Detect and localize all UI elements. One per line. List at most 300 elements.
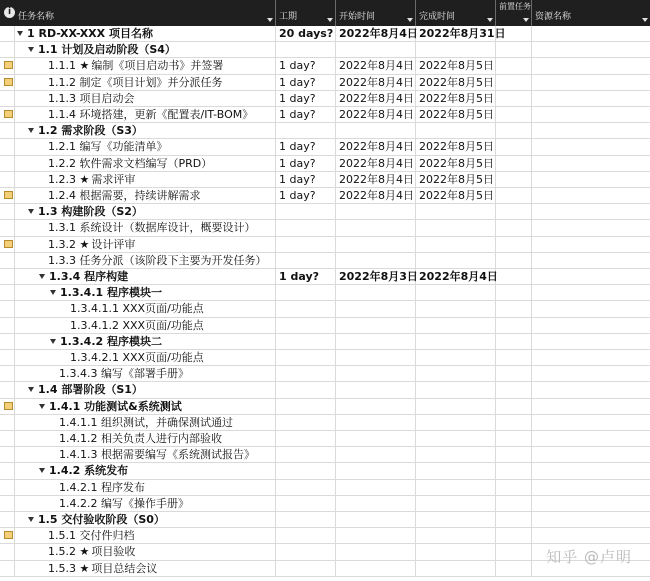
task-name-cell[interactable] (15, 75, 276, 90)
start-cell[interactable]: 2022年8月3日 (336, 269, 416, 284)
indicator-cell[interactable] (0, 334, 15, 349)
task-name-cell[interactable] (15, 447, 276, 462)
task-name-cell[interactable] (15, 269, 276, 284)
resource-cell[interactable] (532, 318, 650, 333)
task-name-cell[interactable] (15, 544, 276, 559)
table-row[interactable] (0, 496, 650, 512)
finish-cell[interactable] (416, 382, 496, 397)
table-row[interactable] (0, 188, 650, 204)
predecessors-cell[interactable] (496, 91, 532, 106)
start-cell[interactable] (336, 561, 416, 576)
duration-cell[interactable]: 1 day? (276, 107, 336, 122)
duration-cell[interactable] (276, 561, 336, 576)
resource-cell[interactable] (532, 237, 650, 252)
resource-cell[interactable] (532, 528, 650, 543)
duration-cell[interactable] (276, 285, 336, 300)
duration-cell[interactable] (276, 366, 336, 381)
table-row[interactable] (0, 334, 650, 350)
duration-cell[interactable]: 1 day? (276, 139, 336, 154)
finish-cell[interactable]: 2022年8月5日 (416, 107, 496, 122)
table-row[interactable] (0, 139, 650, 155)
collapse-triangle-icon[interactable] (28, 128, 34, 133)
resource-cell[interactable] (532, 123, 650, 138)
indicator-cell[interactable] (0, 431, 15, 446)
indicator-cell[interactable] (0, 544, 15, 559)
start-cell[interactable] (336, 496, 416, 511)
predecessors-cell[interactable] (496, 382, 532, 397)
resource-cell[interactable] (532, 382, 650, 397)
task-name-cell[interactable] (15, 463, 276, 478)
column-header-resource[interactable]: 资源名称 (532, 0, 650, 26)
task-name-cell[interactable] (15, 204, 276, 219)
indicator-cell[interactable] (0, 382, 15, 397)
finish-cell[interactable] (416, 528, 496, 543)
predecessors-cell[interactable] (496, 285, 532, 300)
predecessors-cell[interactable] (496, 334, 532, 349)
start-cell[interactable]: 2022年8月4日 (336, 91, 416, 106)
table-row[interactable] (0, 220, 650, 236)
predecessors-cell[interactable] (496, 237, 532, 252)
start-cell[interactable] (336, 512, 416, 527)
start-cell[interactable] (336, 204, 416, 219)
task-name-cell[interactable] (15, 431, 276, 446)
indicator-cell[interactable] (0, 269, 15, 284)
task-name-cell[interactable] (15, 399, 276, 414)
finish-cell[interactable] (416, 561, 496, 576)
duration-cell[interactable] (276, 496, 336, 511)
note-icon[interactable] (4, 110, 13, 118)
duration-cell[interactable] (276, 350, 336, 365)
duration-cell[interactable]: 1 day? (276, 269, 336, 284)
resource-cell[interactable] (532, 58, 650, 73)
predecessors-cell[interactable] (496, 415, 532, 430)
finish-cell[interactable]: 2022年8月5日 (416, 75, 496, 90)
task-name-cell[interactable] (15, 528, 276, 543)
table-row[interactable] (0, 366, 650, 382)
duration-cell[interactable] (276, 480, 336, 495)
task-name-cell[interactable] (15, 26, 276, 41)
predecessors-cell[interactable] (496, 42, 532, 57)
task-name-cell[interactable] (15, 496, 276, 511)
start-cell[interactable] (336, 431, 416, 446)
predecessors-cell[interactable] (496, 463, 532, 478)
start-cell[interactable] (336, 42, 416, 57)
resource-cell[interactable] (532, 399, 650, 414)
indicator-cell[interactable] (0, 318, 15, 333)
indicator-cell[interactable] (0, 58, 15, 73)
task-name-cell[interactable] (15, 123, 276, 138)
resource-cell[interactable] (532, 75, 650, 90)
predecessors-cell[interactable] (496, 399, 532, 414)
resource-cell[interactable] (532, 156, 650, 171)
finish-cell[interactable] (416, 334, 496, 349)
finish-cell[interactable]: 2022年8月5日 (416, 172, 496, 187)
column-header-finish[interactable]: 完成时间 (416, 0, 496, 26)
duration-cell[interactable] (276, 253, 336, 268)
start-cell[interactable] (336, 285, 416, 300)
collapse-triangle-icon[interactable] (39, 468, 45, 473)
table-row[interactable] (0, 512, 650, 528)
resource-cell[interactable] (532, 512, 650, 527)
duration-cell[interactable]: 20 days? (276, 26, 336, 41)
task-name-cell[interactable] (15, 220, 276, 235)
task-name-cell[interactable] (15, 156, 276, 171)
task-name-cell[interactable] (15, 318, 276, 333)
duration-cell[interactable] (276, 204, 336, 219)
task-name-cell[interactable] (15, 480, 276, 495)
finish-cell[interactable] (416, 42, 496, 57)
start-cell[interactable] (336, 301, 416, 316)
finish-cell[interactable] (416, 544, 496, 559)
task-name-cell[interactable] (15, 512, 276, 527)
predecessors-cell[interactable] (496, 447, 532, 462)
table-row[interactable] (0, 204, 650, 220)
resource-cell[interactable] (532, 107, 650, 122)
column-header-task-name[interactable]: 任务名称 (15, 0, 276, 26)
predecessors-cell[interactable] (496, 318, 532, 333)
start-cell[interactable]: 2022年8月4日 (336, 26, 416, 41)
duration-cell[interactable]: 1 day? (276, 58, 336, 73)
predecessors-cell[interactable] (496, 220, 532, 235)
indicator-cell[interactable] (0, 350, 15, 365)
start-cell[interactable] (336, 350, 416, 365)
finish-cell[interactable] (416, 480, 496, 495)
duration-cell[interactable] (276, 512, 336, 527)
finish-cell[interactable]: 2022年8月5日 (416, 139, 496, 154)
note-icon[interactable] (4, 402, 13, 410)
duration-cell[interactable]: 1 day? (276, 188, 336, 203)
finish-cell[interactable]: 2022年8月31日 (416, 26, 496, 41)
resource-cell[interactable] (532, 172, 650, 187)
duration-cell[interactable] (276, 301, 336, 316)
table-row[interactable] (0, 123, 650, 139)
predecessors-cell[interactable] (496, 496, 532, 511)
duration-cell[interactable]: 1 day? (276, 156, 336, 171)
indicator-cell[interactable] (0, 496, 15, 511)
resource-cell[interactable] (532, 285, 650, 300)
table-row[interactable] (0, 318, 650, 334)
table-row[interactable] (0, 156, 650, 172)
table-row[interactable] (0, 58, 650, 74)
finish-cell[interactable]: 2022年8月4日 (416, 269, 496, 284)
predecessors-cell[interactable] (496, 139, 532, 154)
table-row[interactable] (0, 26, 650, 42)
info-icon[interactable]: i (4, 7, 15, 18)
collapse-triangle-icon[interactable] (28, 387, 34, 392)
finish-cell[interactable] (416, 431, 496, 446)
indicator-cell[interactable] (0, 366, 15, 381)
duration-cell[interactable] (276, 123, 336, 138)
resource-cell[interactable] (532, 253, 650, 268)
finish-cell[interactable]: 2022年8月5日 (416, 188, 496, 203)
resource-cell[interactable] (532, 431, 650, 446)
task-name-cell[interactable] (15, 285, 276, 300)
task-name (48, 545, 135, 558)
predecessors-cell[interactable] (496, 156, 532, 171)
table-row[interactable] (0, 382, 650, 398)
table-row[interactable] (0, 269, 650, 285)
resource-cell[interactable] (532, 496, 650, 511)
indicator-cell[interactable] (0, 188, 15, 203)
indicator-cell[interactable] (0, 480, 15, 495)
task-name-cell[interactable] (15, 237, 276, 252)
indicator-cell[interactable] (0, 561, 15, 576)
start-cell[interactable] (336, 447, 416, 462)
predecessors-cell[interactable] (496, 544, 532, 559)
resource-cell[interactable] (532, 220, 650, 235)
table-row[interactable] (0, 399, 650, 415)
duration-cell[interactable]: 1 day? (276, 172, 336, 187)
finish-cell[interactable] (416, 301, 496, 316)
table-row[interactable] (0, 253, 650, 269)
task-name-cell[interactable] (15, 42, 276, 57)
predecessors-cell[interactable] (496, 561, 532, 576)
predecessors-cell[interactable] (496, 480, 532, 495)
predecessors-cell[interactable] (496, 512, 532, 527)
duration-cell[interactable] (276, 528, 336, 543)
start-cell[interactable] (336, 253, 416, 268)
predecessors-cell[interactable] (496, 431, 532, 446)
predecessors-cell[interactable] (496, 26, 532, 41)
duration-cell[interactable] (276, 447, 336, 462)
collapse-triangle-icon[interactable] (39, 404, 45, 409)
indicator-cell[interactable] (0, 415, 15, 430)
table-row[interactable] (0, 107, 650, 123)
start-cell[interactable] (336, 220, 416, 235)
predecessors-cell[interactable] (496, 528, 532, 543)
start-cell[interactable] (336, 334, 416, 349)
indicator-cell[interactable] (0, 237, 15, 252)
resource-cell[interactable] (532, 26, 650, 41)
task-name-cell[interactable] (15, 188, 276, 203)
start-cell[interactable]: 2022年8月4日 (336, 107, 416, 122)
table-row[interactable] (0, 285, 650, 301)
indicator-cell[interactable] (0, 512, 15, 527)
start-cell[interactable]: 2022年8月4日 (336, 172, 416, 187)
dropdown-arrow-icon[interactable] (327, 18, 333, 22)
column-header-duration[interactable]: 工期 (276, 0, 336, 26)
start-cell[interactable]: 2022年8月4日 (336, 75, 416, 90)
task-name-cell[interactable] (15, 107, 276, 122)
task-name-cell[interactable] (15, 172, 276, 187)
indicator-cell[interactable] (0, 253, 15, 268)
task-name-cell[interactable] (15, 415, 276, 430)
table-row[interactable] (0, 172, 650, 188)
start-cell[interactable] (336, 237, 416, 252)
duration-cell[interactable] (276, 237, 336, 252)
finish-cell[interactable]: 2022年8月5日 (416, 156, 496, 171)
start-cell[interactable] (336, 463, 416, 478)
duration-cell[interactable] (276, 382, 336, 397)
note-icon[interactable] (4, 78, 13, 86)
duration-cell[interactable] (276, 334, 336, 349)
start-cell[interactable] (336, 528, 416, 543)
duration-cell[interactable] (276, 431, 336, 446)
table-row[interactable] (0, 415, 650, 431)
duration-cell[interactable] (276, 318, 336, 333)
predecessors-cell[interactable] (496, 75, 532, 90)
predecessors-cell[interactable] (496, 123, 532, 138)
resource-cell[interactable] (532, 415, 650, 430)
indicator-cell[interactable] (0, 447, 15, 462)
table-row[interactable] (0, 528, 650, 544)
collapse-triangle-icon[interactable] (39, 274, 45, 279)
predecessors-cell[interactable] (496, 107, 532, 122)
start-cell[interactable] (336, 366, 416, 381)
start-cell[interactable] (336, 123, 416, 138)
dropdown-arrow-icon[interactable] (642, 18, 648, 22)
table-row[interactable] (0, 237, 650, 253)
start-cell[interactable] (336, 399, 416, 414)
predecessors-cell[interactable] (496, 188, 532, 203)
finish-cell[interactable]: 2022年8月5日 (416, 58, 496, 73)
start-cell[interactable]: 2022年8月4日 (336, 58, 416, 73)
task-name-cell[interactable] (15, 382, 276, 397)
resource-cell[interactable] (532, 463, 650, 478)
indicator-cell[interactable] (0, 139, 15, 154)
resource-cell[interactable] (532, 91, 650, 106)
resource-cell[interactable] (532, 350, 650, 365)
finish-cell[interactable] (416, 285, 496, 300)
finish-cell[interactable]: 2022年8月5日 (416, 91, 496, 106)
finish-cell[interactable] (416, 399, 496, 414)
task-name-cell[interactable] (15, 301, 276, 316)
dropdown-arrow-icon[interactable] (407, 18, 413, 22)
task-name-cell[interactable] (15, 350, 276, 365)
note-icon[interactable] (4, 61, 13, 69)
indicator-cell[interactable] (0, 107, 15, 122)
resource-cell[interactable] (532, 334, 650, 349)
task-name-cell[interactable] (15, 91, 276, 106)
finish-cell[interactable] (416, 415, 496, 430)
start-cell[interactable]: 2022年8月4日 (336, 156, 416, 171)
collapse-triangle-icon[interactable] (28, 209, 34, 214)
table-row[interactable] (0, 42, 650, 58)
note-icon[interactable] (4, 531, 13, 539)
resource-cell[interactable] (532, 204, 650, 219)
duration-cell[interactable] (276, 42, 336, 57)
resource-cell[interactable] (532, 447, 650, 462)
start-cell[interactable] (336, 544, 416, 559)
start-cell[interactable]: 2022年8月4日 (336, 188, 416, 203)
indicator-cell[interactable] (0, 220, 15, 235)
start-cell[interactable] (336, 480, 416, 495)
indicator-cell[interactable] (0, 75, 15, 90)
indicator-cell[interactable] (0, 285, 15, 300)
finish-cell[interactable] (416, 496, 496, 511)
duration-cell[interactable] (276, 399, 336, 414)
resource-cell[interactable] (532, 301, 650, 316)
indicator-cell[interactable] (0, 91, 15, 106)
duration-cell[interactable]: 1 day? (276, 91, 336, 106)
resource-cell[interactable] (532, 139, 650, 154)
table-row[interactable] (0, 447, 650, 463)
task-name-cell[interactable] (15, 253, 276, 268)
resource-cell[interactable] (532, 269, 650, 284)
dropdown-arrow-icon[interactable] (523, 18, 529, 22)
indicator-cell[interactable] (0, 42, 15, 57)
resource-cell[interactable] (532, 480, 650, 495)
collapse-triangle-icon[interactable] (28, 517, 34, 522)
table-row[interactable] (0, 480, 650, 496)
finish-cell[interactable] (416, 318, 496, 333)
column-header-predecessors[interactable]: 前置任务 (496, 0, 532, 26)
predecessors-cell[interactable] (496, 58, 532, 73)
predecessors-cell[interactable] (496, 269, 532, 284)
predecessors-cell[interactable] (496, 204, 532, 219)
table-row[interactable] (0, 463, 650, 479)
finish-cell[interactable] (416, 350, 496, 365)
predecessors-cell[interactable] (496, 253, 532, 268)
predecessors-cell[interactable] (496, 301, 532, 316)
indicator-cell[interactable] (0, 204, 15, 219)
finish-cell[interactable] (416, 447, 496, 462)
note-icon[interactable] (4, 191, 13, 199)
duration-cell[interactable]: 1 day? (276, 75, 336, 90)
task-name-cell[interactable] (15, 561, 276, 576)
indicator-cell[interactable] (0, 399, 15, 414)
table-row[interactable] (0, 91, 650, 107)
start-cell[interactable] (336, 318, 416, 333)
duration-cell[interactable] (276, 463, 336, 478)
collapse-triangle-icon[interactable] (50, 339, 56, 344)
indicator-cell[interactable] (0, 123, 15, 138)
table-row[interactable] (0, 350, 650, 366)
collapse-triangle-icon[interactable] (28, 47, 34, 52)
start-cell[interactable] (336, 382, 416, 397)
indicator-cell[interactable] (0, 301, 15, 316)
start-cell[interactable]: 2022年8月4日 (336, 139, 416, 154)
indicator-cell[interactable] (0, 156, 15, 171)
task-name-cell[interactable] (15, 366, 276, 381)
finish-cell[interactable] (416, 237, 496, 252)
duration-cell[interactable] (276, 220, 336, 235)
note-icon[interactable] (4, 240, 13, 248)
collapse-triangle-icon[interactable] (50, 290, 56, 295)
finish-cell[interactable] (416, 220, 496, 235)
start-cell[interactable] (336, 415, 416, 430)
finish-cell[interactable] (416, 366, 496, 381)
resource-cell[interactable] (532, 366, 650, 381)
finish-cell[interactable] (416, 463, 496, 478)
dropdown-arrow-icon[interactable] (487, 18, 493, 22)
dropdown-arrow-icon[interactable] (267, 18, 273, 22)
finish-cell[interactable] (416, 204, 496, 219)
task-name-cell[interactable] (15, 334, 276, 349)
indicator-cell[interactable] (0, 528, 15, 543)
finish-cell[interactable] (416, 512, 496, 527)
predecessors-cell[interactable] (496, 350, 532, 365)
indicator-cell[interactable] (0, 172, 15, 187)
task-name-cell[interactable] (15, 139, 276, 154)
resource-cell[interactable] (532, 42, 650, 57)
table-row[interactable] (0, 431, 650, 447)
collapse-triangle-icon[interactable] (17, 31, 23, 36)
indicator-cell[interactable] (0, 26, 15, 41)
resource-cell[interactable] (532, 188, 650, 203)
finish-cell[interactable] (416, 123, 496, 138)
finish-cell[interactable] (416, 253, 496, 268)
table-row[interactable] (0, 301, 650, 317)
table-row[interactable] (0, 75, 650, 91)
column-header-start[interactable]: 开始时间 (336, 0, 416, 26)
predecessors-cell[interactable] (496, 172, 532, 187)
duration-cell[interactable] (276, 544, 336, 559)
indicator-cell[interactable] (0, 463, 15, 478)
task-name-cell[interactable] (15, 58, 276, 73)
duration-cell[interactable] (276, 415, 336, 430)
predecessors-cell[interactable] (496, 366, 532, 381)
